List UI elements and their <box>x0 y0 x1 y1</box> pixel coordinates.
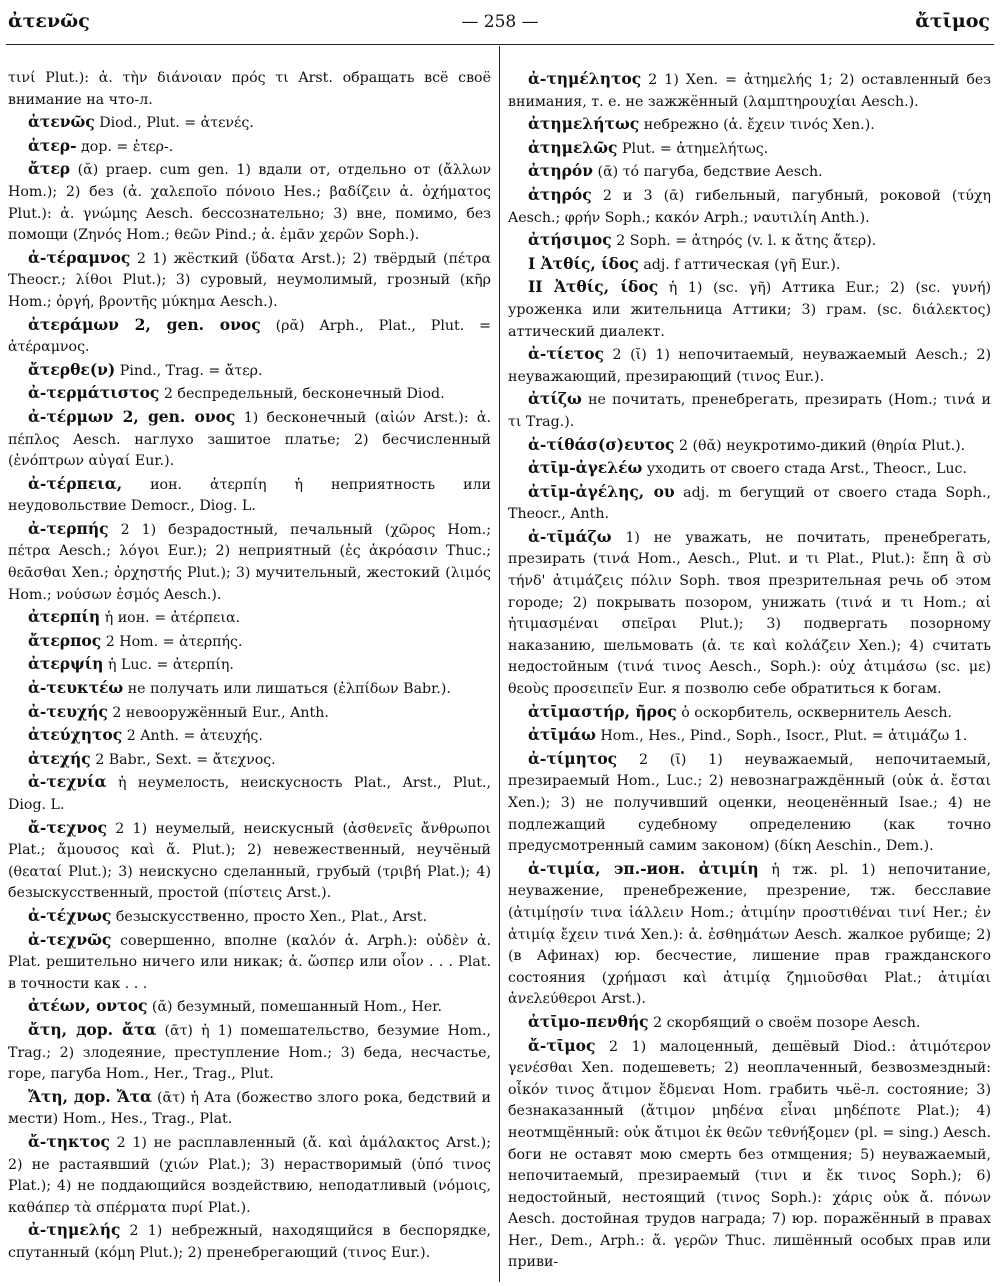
dictionary-entry <box>508 1035 991 1275</box>
entry-definition: Diod., Plut. = ἀτενές. <box>99 115 254 132</box>
entry-headword: ἄ-τηκτος <box>28 1131 110 1151</box>
entry-headword: ἀ-τευκτέω <box>28 678 124 698</box>
dictionary-entry <box>508 184 991 229</box>
entry-headword: ἄ-τεχνος <box>28 817 107 837</box>
dictionary-entry <box>8 995 491 1019</box>
entry-headword: Ἄτη, дор. Ἄτα <box>28 1086 152 1106</box>
entry-headword: ἀτήσιμος <box>528 230 612 250</box>
dictionary-entry <box>508 276 991 343</box>
entry-headword: ἀ-τέρμων 2, gen. ονος <box>28 406 236 426</box>
entry-definition: (ᾰ) безумный, помешанный Hom., Her. <box>151 999 442 1016</box>
entry-definition: ἡ тж. pl. 1) непочитание, неуважение, пренебрежение, презрение, тж. бесславие (ἀτιμίῃσίν τινα ἰάλλειν Hom.; ἀτιμίην προστιθέναι τινί Her.; ἐν ἀτιμίᾳ ἔχειν τινά Xen.): ἀ. ἐσθημάτων Aesch. жалкое рубище; 2) (в Афинах) юр. бесчестие, лишение прав гражданского состояния (χρήμασι καὶ ἀτιμίᾳ ζημιοῦσθαι Plat.; ἀτιμίαι ἀνελεύθεροι Arst.). <box>508 861 991 1008</box>
dictionary-entry <box>8 817 491 905</box>
entry-headword: ἀτῑμαστήρ, ῆρος <box>528 701 677 721</box>
entry-definition: 2 невооружённый Eur., Anth. <box>112 704 329 721</box>
entry-definition: безыскусственно, просто Xen., Plat., Arst. <box>115 908 427 925</box>
dictionary-entry <box>508 253 991 277</box>
entry-definition: adj. m бегущий от своего стада Soph., Theocr., Anth. <box>508 484 991 523</box>
entry-headword: ἀτηρόν <box>528 161 594 181</box>
entry-definition: Pind., Trag. = ἄτερ. <box>119 362 263 379</box>
entry-definition: ἡ неумелость, неискусность Plat., Arst., Plut., Diog. L. <box>8 775 491 813</box>
entry-headword: ἀ-τίετος <box>528 344 604 364</box>
dictionary-entry <box>8 1086 491 1131</box>
entry-headword: ἀτενῶς <box>28 112 95 132</box>
dictionary-entry <box>508 160 991 184</box>
entry-definition: Plut. = ἀτημελήτως. <box>621 140 769 157</box>
dictionary-entry <box>8 701 491 725</box>
dictionary-entry <box>8 135 491 159</box>
entry-definition: совершенно, вполне (καλόν ἀ. Arph.): οὐδὲν ἀ. Plat. решительно ничего или никак; ἀ. ὥσπερ или οἷον . . . Plat. в точности как . . . <box>8 932 491 992</box>
dictionary-entry <box>508 481 991 526</box>
entry-headword: ἀ-τιμία, эп.-ион. ἀτιμίη <box>528 858 759 878</box>
page-number: — 258 — <box>461 12 539 32</box>
dictionary-entry <box>8 677 491 701</box>
entry-definition: уходить от своего стада Arst., Theocr., Luc. <box>646 461 967 478</box>
entry-headword: ἀ-τέραμνος <box>28 247 131 267</box>
dictionary-entry <box>8 1131 491 1219</box>
entry-definition: 2 (ῐ) 1) непочитаемый, неуважаемый Aesch.; 2) неуважающий, презирающий (τινος Eur.). <box>508 347 991 385</box>
entry-definition: 2 Babr., Sext. = ἄτεχνος. <box>95 751 276 768</box>
entry-definition: 2 1) неумелый, неискусный (ἀσθενεῖς ἄνθρωποι Plat.; ἄμουσος καὶ ἄ. Plut.); 2) невежественный, неучёный (θεαταί Plut.); 3) неискусно сделанный, грубый (τριβή Plat.); 4) безыскусственный, простой (πίστεις Arst.). <box>8 820 491 902</box>
entry-definition: ἡ 1) (sc. γῆ) Аттика Eur.; 2) (sc. γυνή) уроженка или жительница Аттики; 3) грам. (sc. διάλεκτος) аттический диалект. <box>508 280 991 340</box>
entry-headword: ἀ-τίθάσ(σ)ευτος <box>528 434 675 454</box>
dictionary-entry <box>8 111 491 135</box>
right-column <box>508 68 991 1280</box>
entry-headword: ἀτημελῶς <box>528 137 618 157</box>
entry-headword: I Ἀτθίς, ίδος <box>528 253 639 273</box>
entry-definition: (ρᾰ) Arph., Plat., Plut. = ἀτέραμνος. <box>8 317 491 356</box>
dictionary-entry <box>8 406 491 473</box>
entry-definition: ион. ἀτερπίη ἡ неприятность или неудовольствие Democr., Diog. L. <box>8 476 491 515</box>
entry-definition: adj. f аттическая (γῆ Eur.). <box>643 256 841 273</box>
dictionary-entry <box>508 858 991 1011</box>
dictionary-entry <box>8 247 491 314</box>
entry-headword: ἀ-τερμάτιστος <box>28 383 160 403</box>
dictionary-entry <box>508 388 991 433</box>
entry-headword: ἀτεράμων 2, gen. ονος <box>28 314 261 334</box>
entry-definition: 2 1) не расплавленный (ἄ. καὶ ἀμάλακτος Arst.); 2) не растаявший (χιών Plat.); 3) нерастворимый (ὑπό τινος Plat.); 4) не поддающийся воздействию, неподатливый (νόμοις, καθάπερ τὰ σπέρματα πυρί Plat.). <box>8 1134 491 1216</box>
entry-definition: 2 скорбящий о своём позоре Aesch. <box>653 1014 921 1031</box>
dictionary-entry <box>508 137 991 161</box>
dictionary-entry <box>8 382 491 406</box>
dictionary-entry <box>508 526 991 701</box>
entry-headword: ἀτηρός <box>528 184 592 204</box>
dictionary-entry <box>8 771 491 816</box>
entry-definition: (ᾱτ) ἡ Ата (божество злого рока, бедствий и мести) Hom., Hes., Trag., Plat. <box>8 1089 491 1128</box>
entry-headword: ἀτερψίη <box>28 654 104 674</box>
entry-headword: ἀτίζω <box>528 389 582 409</box>
entry-definition: τινί Plut.): ἀ. τὴν διάνοιαν πρός τι Arst. обращать всё своё внимание на что-л. <box>8 70 491 108</box>
entry-headword: ἀτῑμ-ἀγέλης, ου <box>528 481 675 501</box>
dictionary-entry <box>8 724 491 748</box>
dictionary-entry <box>508 68 991 113</box>
dictionary-entry <box>8 68 491 111</box>
entry-definition: ἡ Luc. = ἀτερπίη. <box>107 657 234 674</box>
entry-definition: 2 1) небрежный, находящийся в беспорядке, спутанный (κόμη Plut.); 2) пренебрегающий (τινος Eur.). <box>8 1223 491 1261</box>
dictionary-entry <box>508 229 991 253</box>
dictionary-entry <box>508 724 991 748</box>
entry-definition: ὁ оскорбитель, осквернитель Aesch. <box>681 704 953 721</box>
entry-definition: 2 1) жёсткий (ὕδατα Arst.); 2) твёрдый (πέτρα Theocr.; λίθοι Plut.); 3) суровый, неумолимый, грозный (κῆρ Hom.; ὀργή, βροντῆς μύκημα Aesch.). <box>8 250 491 310</box>
entry-headword: ἄτερθε(ν) <box>28 359 116 379</box>
entry-definition: 1) не уважать, не почитать, пренебрегать, презирать (τινά Hom., Aesch., Plut. и τι Plat., Plut.): ἔπη ἃ σὺ τήνδ' ἀτιμάζεις πόλιν Soph. твоя презрительная речь об этом городе; 2) покрывать позором, унижать (τινά и τι Hom.; αἱ ἠτιμασμέναι σπεῖραι Plut.); 3) подвергать позорному наказанию, шельмовать (ἀ. τε καὶ κολάζειν Xen.); 4) считать недостойным (τινά τινος Aesch., Soph.): οὐχ ἀτιμάσω (sc. με) θεοὺς προσειπεῖν Eur. я позволю себе обратиться к богам. <box>508 529 991 698</box>
entry-definition: 2 Soph. = ἀτηρός (v. l. к ἄτης ἄτερ). <box>616 233 877 250</box>
entry-definition: Hom., Hes., Pind., Soph., Isocr., Plut. = ἀτιμάζω 1. <box>600 728 968 745</box>
entry-definition: 2 1) малоценный, дешёвый Diod.: ἀτιμότερον γενέσθαι Xen. подешеветь; 2) неоплаченный, безвозмездный: οἶκόν τινος ἄτιμον ἔδμεναι Hom. грабить чьё-л. состояние; 3) безнаказанный (ἄτιμον μηδένα εἶναι μηδέποτε Plat.); 4) неотмщённый: οὐκ ἄτιμοι ἐκ θεῶν τεθνήξομεν (pl. = sing.) Aesch. боги не оставят мою смерть без отмщения; 5) неуважаемый, непочитаемый, презираемый (τινι и ἔκ τινος Soph.); 6) недостойный, нестоящий (τινος Soph.): χάρις οὐκ ἄ. πόνων Aesch. достойная трудов награда; 7) юр. поражённый в правах Her., Dem., Arph.: ἄ. γερῶν Thuc. лишённый особых прав или приви- <box>508 1038 991 1271</box>
entry-definition: дор. = ἑτερ-. <box>81 138 174 155</box>
running-head-left: ἀτενῶς <box>8 10 90 32</box>
column-divider <box>499 46 500 1282</box>
entry-headword: ἄτερπος <box>28 630 102 650</box>
dictionary-entry <box>8 653 491 677</box>
entry-headword: ἀτέων, οντος <box>28 996 148 1016</box>
entry-definition: ἡ ион. = ἀτέρπεια. <box>104 610 241 627</box>
entry-definition: (ᾱ) τό пагуба, бедствие Aesch. <box>597 164 823 181</box>
entry-definition: 2 беспредельный, бесконечный Diod. <box>163 386 445 403</box>
header-rule <box>6 44 994 45</box>
dictionary-entry <box>508 1011 991 1035</box>
dictionary-entry <box>508 113 991 137</box>
running-head-right: ἄτῑμος <box>915 10 990 32</box>
entry-definition: 2 (ῑ) 1) неуважаемый, непочитаемый, презираемый Hom., Luc.; 2) невознаграждённый (οὐκ ἀ. ἔσται Xen.); 3) не получивший оценки, неоценённый Isae.; 4) не подлежащий судебному определению (как точно предусмотренный самим законом) (δίκη Aeschin., Dem.). <box>508 751 991 855</box>
entry-definition: небрежно (ἀ. ἔχειν τινός Xen.). <box>643 117 875 134</box>
dictionary-entry <box>8 929 491 996</box>
dictionary-entry <box>8 158 491 246</box>
entry-headword: II Ἀτθίς, ίδος <box>528 277 659 297</box>
entry-headword: ἀτῑμάω <box>528 725 596 745</box>
entry-headword: ἀ-τημέλητος <box>528 69 642 88</box>
entry-definition: не почитать, пренебрегать, презирать (Hom.; τινά и τι Trag.). <box>508 392 991 430</box>
entry-definition: 2 Hom. = ἀτερπής. <box>105 633 243 650</box>
dictionary-entry <box>508 748 991 858</box>
entry-definition: 2 1) Xen. = ἀτημελής 1; 2) оставленный без внимания, т. е. не зажжённый (λαμπτηρουχίαι Aesch.). <box>508 72 991 110</box>
dictionary-entry <box>508 343 991 388</box>
entry-headword: ἀτῑμ-ἀγελέω <box>528 458 643 478</box>
entry-definition: (ᾰ) praep. cum gen. 1) вдали от, отдельно от (ἄλλων Hom.); 2) без (ἀ. χαλεποῖο πόνοιο Hes.; βαδίζειν ἀ. ὀχήματος Plut.): ἀ. γνώμης Aesch. бессознательно; 3) вне, помимо, без помощи (Ζηνός Hom.; θεῶν Pind.; ἀ. ἐμᾶν χερῶν Soph.). <box>8 162 491 244</box>
entry-headword: ἀ-τημελής <box>28 1220 121 1240</box>
dictionary-entry <box>8 518 491 606</box>
entry-definition: (ᾱτ) ἡ 1) помешательство, безумие Hom., Trag.; 2) злодеяние, преступление Hom.; 3) беда, несчастье, горе, пагуба Hom., Her., Trag., Plut. <box>8 1022 491 1083</box>
dictionary-entry <box>8 630 491 654</box>
entry-headword: ἀ-τεχνία <box>28 772 107 792</box>
dictionary-entry <box>8 905 491 929</box>
entry-headword: ἀ-τίμητος <box>528 748 618 768</box>
entry-definition: 2 1) безрадостный, печальный (χῶρος Hom.; πέτρα Aesch.; λόγοι Eur.); 2) неприятный (ἐς ἀκρόασιν Thuc.; θεᾶσθαι Xen.; ὀρχηστής Plut.); 3) мучительный, жестокий (λιμός Hom.; νούσων ἑσμός Aesch.). <box>8 521 491 603</box>
entry-headword: ἀ-τευχής <box>28 701 108 721</box>
entry-headword: ἀ-τεχνῶς <box>28 929 112 949</box>
entry-headword: ἀτημελήτως <box>528 114 640 134</box>
dictionary-entry <box>8 1019 491 1086</box>
dictionary-entry <box>8 1219 491 1264</box>
entry-headword: ἀτεύχητος <box>28 725 123 745</box>
entry-headword: ἀ-τέχνως <box>28 905 112 925</box>
dictionary-entry <box>8 748 491 772</box>
entry-definition: 2 и 3 (ᾱ) гибельный, пагубный, роковой (τύχη Aesch.; φρήν Soph.; κακόν Arph.; ναυτιλίη Anth.). <box>508 187 991 226</box>
dictionary-entry <box>8 473 491 518</box>
entry-headword: ἀ-τῑμάζω <box>528 526 612 546</box>
dictionary-entry <box>508 434 991 458</box>
entry-headword: ἀτερπίη <box>28 607 101 627</box>
dictionary-entry <box>8 314 491 359</box>
entry-definition: 1) бесконечный (αἰών Arst.): ἀ. πέπλος Aesch. наглухо зашитое платье; 2) бесчисленный (ἐνόπτρων αὐγαί Eur.). <box>8 409 491 470</box>
entry-headword: ἄτερ <box>28 159 71 179</box>
entry-definition: не получать или лишаться (ἐλπίδων Babr.). <box>127 681 451 698</box>
dictionary-entry <box>508 701 991 725</box>
entry-headword: ἄ-τῑμος <box>528 1035 596 1055</box>
dictionary-entry <box>8 359 491 383</box>
left-column <box>8 68 491 1280</box>
entry-headword: ἀτῑμο-πενθής <box>528 1011 649 1031</box>
entry-definition: 2 (θᾰ) неукротимо-дикий (θηρία Plut.). <box>678 437 966 454</box>
entry-headword: ἀτερ- <box>28 135 77 155</box>
entry-headword: ἄτη, дор. ἄτα <box>28 1019 157 1039</box>
dictionary-entry <box>508 457 991 481</box>
entry-headword: ἀ-τερπής <box>28 518 109 538</box>
dictionary-entry <box>8 606 491 630</box>
entry-definition: 2 Anth. = ἀτευχής. <box>126 728 263 745</box>
entry-headword: ἀτεχής <box>28 748 91 768</box>
entry-headword: ἀ-τέρπεια, <box>28 473 123 493</box>
